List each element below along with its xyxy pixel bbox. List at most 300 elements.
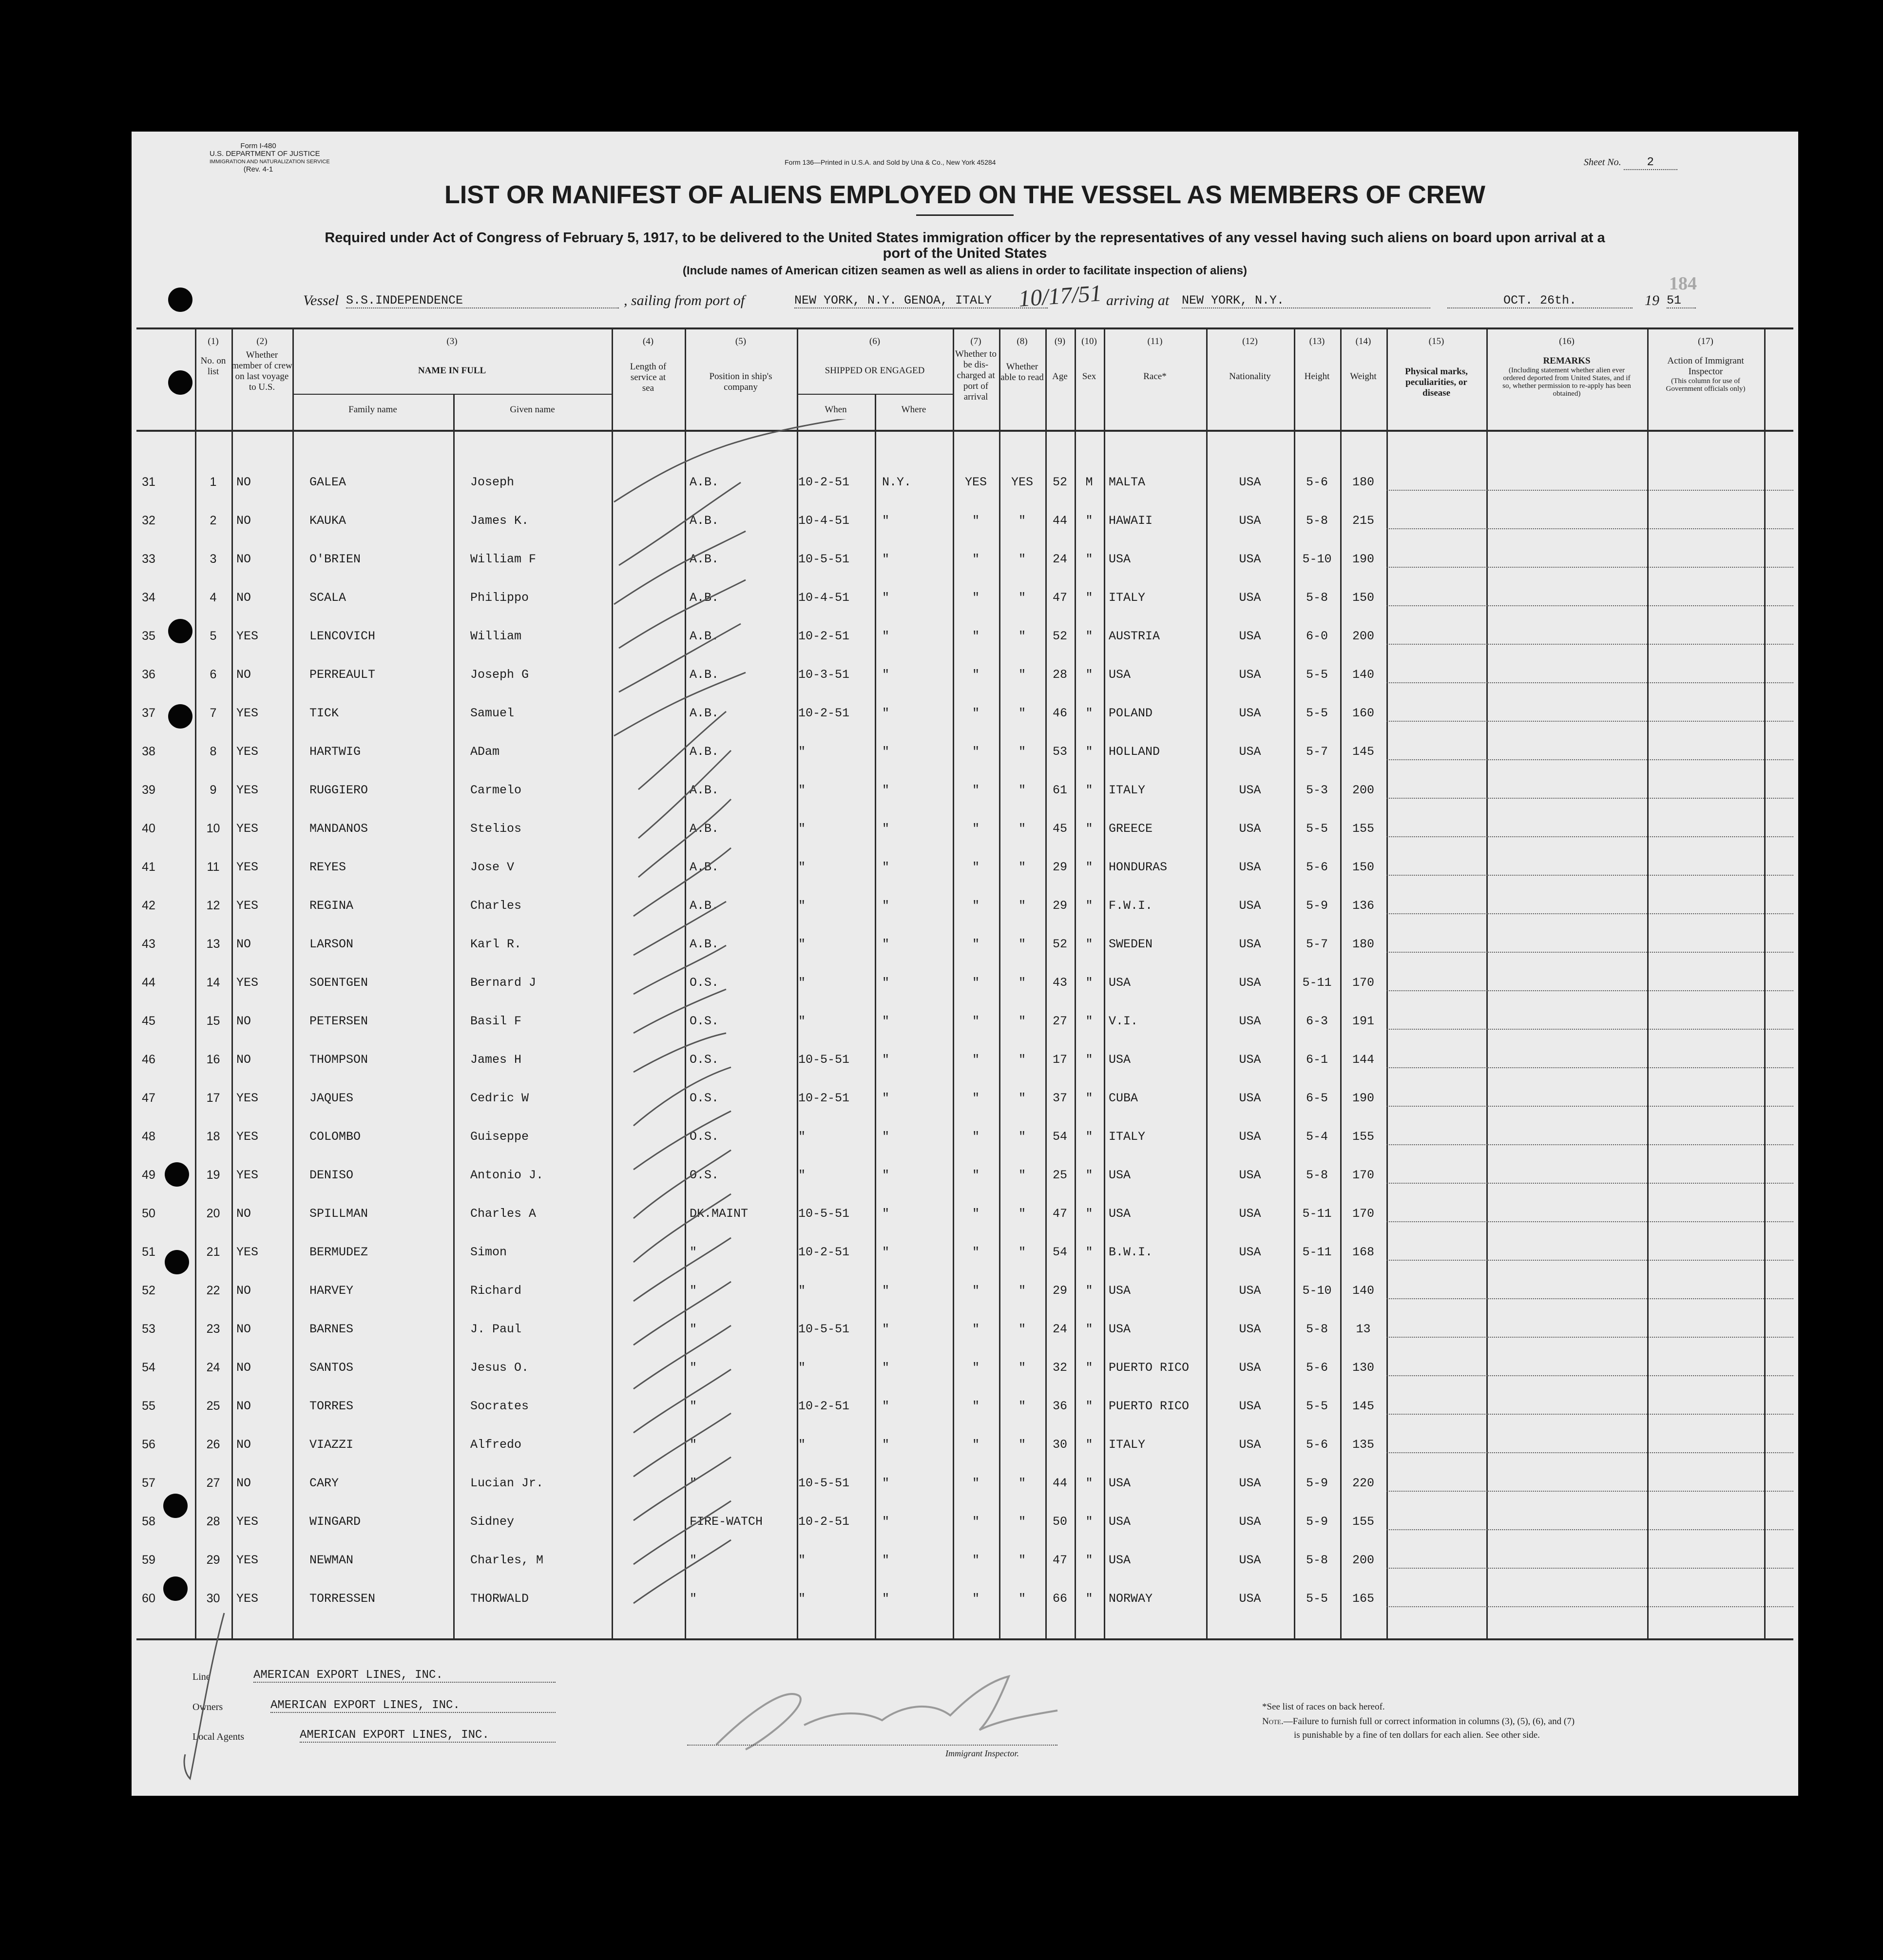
able-to-read-cell: " [1018, 629, 1026, 643]
weight-cell: 155 [1352, 1515, 1374, 1529]
sex-cell: " [1085, 1361, 1093, 1375]
given-name-cell: Cedric W [470, 1091, 529, 1105]
family-name-cell: HARTWIG [309, 745, 361, 759]
col16-header [1486, 336, 1647, 398]
sex-cell: " [1085, 668, 1093, 682]
arrival-date: OCT. 26th. [1447, 293, 1633, 308]
family-name-cell: THOMPSON [309, 1053, 368, 1067]
race-cell: USA [1109, 668, 1131, 682]
sex-cell: " [1085, 514, 1093, 528]
col-number: (14) [1355, 336, 1371, 346]
race-cell: USA [1109, 976, 1131, 990]
col10-header [1075, 336, 1104, 382]
last-voyage-cell: YES [236, 899, 259, 913]
family-name-header: Family name [348, 404, 397, 415]
list-number-cell: 14 [206, 976, 220, 989]
list-number-cell: 13 [206, 937, 220, 951]
shipped-when-cell: " [798, 1284, 806, 1298]
list-number-cell: 20 [206, 1207, 220, 1220]
race-cell: ITALY [1109, 1438, 1146, 1452]
row-dotted-rule [1386, 644, 1793, 645]
col-number: (1) [208, 336, 219, 346]
family-name-cell: BERMUDEZ [309, 1245, 368, 1259]
form-id-line: Form I-480 [240, 142, 276, 150]
shipped-where-cell: " [882, 1053, 890, 1067]
col-label: Length of service at sea [630, 362, 667, 393]
row-dotted-rule [1386, 1529, 1793, 1530]
port-to: NEW YORK, N.Y. [1182, 293, 1430, 308]
height-cell: 5-5 [1306, 1399, 1328, 1413]
pencil-stroke [634, 1150, 731, 1218]
col-label: Weight [1350, 371, 1377, 382]
shipped-where-cell: " [882, 514, 890, 528]
margin-number-cell: 49 [142, 1168, 155, 1182]
position-cell: O.S. [690, 1053, 719, 1067]
age-cell: 52 [1052, 937, 1067, 951]
shipped-where-cell: N.Y. [882, 475, 912, 489]
col-number: (15) [1428, 336, 1444, 346]
height-cell: 5-8 [1306, 1168, 1328, 1182]
race-cell: USA [1109, 1284, 1131, 1298]
punch-hole [168, 619, 192, 643]
family-name-cell: BARNES [309, 1322, 354, 1336]
age-cell: 29 [1052, 1284, 1067, 1298]
able-to-read-cell: " [1018, 1014, 1026, 1028]
col-divider [875, 395, 876, 1640]
inspector-line [687, 1745, 1057, 1746]
last-voyage-cell: NO [236, 1014, 251, 1028]
weight-cell: 150 [1352, 591, 1374, 605]
family-name-cell: SOENTGEN [309, 976, 368, 990]
nationality-cell: USA [1239, 1245, 1261, 1259]
weight-cell: 144 [1352, 1053, 1374, 1067]
height-cell: 6-1 [1306, 1053, 1328, 1067]
height-cell: 5-6 [1306, 475, 1328, 489]
weight-cell: 145 [1352, 1399, 1374, 1413]
race-cell: USA [1109, 1322, 1131, 1336]
height-cell: 5-9 [1306, 899, 1328, 913]
sex-cell: " [1085, 1322, 1093, 1336]
position-cell: " [690, 1438, 697, 1452]
last-voyage-cell: YES [236, 783, 259, 797]
able-to-read-cell: " [1018, 745, 1026, 759]
weight-cell: 140 [1352, 1284, 1374, 1298]
discharged-cell: " [972, 1553, 980, 1567]
shipped-where-cell: " [882, 591, 890, 605]
col-divider [453, 395, 455, 1640]
age-cell: 47 [1052, 1207, 1067, 1221]
col-label: Whether to be dis- charged at port of arrival [955, 349, 997, 402]
position-cell: " [690, 1476, 697, 1490]
shipped-where-cell: " [882, 1361, 890, 1375]
sex-cell: " [1085, 1553, 1093, 1567]
position-cell: FIRE-WATCH [690, 1515, 763, 1529]
shipped-when-cell: " [798, 1168, 806, 1182]
weight-cell: 200 [1352, 1553, 1374, 1567]
col-number: (7) [970, 336, 981, 346]
height-cell: 5-11 [1302, 976, 1332, 990]
punch-hole [168, 370, 192, 395]
row-dotted-rule [1386, 875, 1793, 876]
nationality-cell: USA [1239, 552, 1261, 566]
col-label: Position in ship's company [709, 371, 772, 392]
weight-cell: 200 [1352, 629, 1374, 643]
pencil-stroke [634, 1067, 731, 1126]
col14-header [1340, 336, 1386, 382]
last-voyage-cell: NO [236, 1399, 251, 1413]
position-cell: O.S. [690, 1091, 719, 1105]
last-voyage-cell: YES [236, 1091, 259, 1105]
height-cell: 5-5 [1306, 1592, 1328, 1606]
list-number-cell: 29 [206, 1553, 220, 1567]
margin-number-cell: 44 [142, 976, 155, 989]
shipped-where-cell: " [882, 1515, 890, 1529]
row-dotted-rule [1386, 1491, 1793, 1492]
race-cell: USA [1109, 1553, 1131, 1567]
able-to-read-cell: " [1018, 937, 1026, 951]
sex-cell: " [1085, 629, 1093, 643]
age-cell: 61 [1052, 783, 1067, 797]
margin-number-cell: 41 [142, 860, 155, 874]
col11-header [1104, 336, 1206, 382]
height-cell: 5-9 [1306, 1515, 1328, 1529]
list-number-cell: 27 [206, 1476, 220, 1490]
subtitle-1: Required under Act of Congress of February 5, 1917, to be delivered to the United States immigration officer by the representatives of any vessel having such aliens on board upon arrival at a [325, 230, 1605, 246]
col-number: (12) [1242, 336, 1258, 346]
last-voyage-cell: NO [236, 1284, 251, 1298]
able-to-read-cell: " [1018, 822, 1026, 836]
row-dotted-rule [1386, 990, 1793, 991]
given-name-cell: Stelios [470, 822, 522, 836]
row-dotted-rule [1386, 759, 1793, 760]
margin-number-cell: 35 [142, 629, 155, 643]
family-name-cell: WINGARD [309, 1515, 361, 1529]
given-name-cell: William F [470, 552, 537, 566]
row-dotted-rule [1386, 1106, 1793, 1107]
list-number-cell: 18 [206, 1130, 220, 1143]
sex-cell: " [1085, 1592, 1093, 1606]
col-number: (16) [1559, 336, 1575, 346]
able-to-read-cell: " [1018, 976, 1026, 990]
discharged-cell: " [972, 1130, 980, 1144]
weight-cell: 13 [1356, 1322, 1371, 1336]
last-voyage-cell: YES [236, 745, 259, 759]
shipped-when-cell: " [798, 822, 806, 836]
sex-cell: " [1085, 1515, 1093, 1529]
margin-number-cell: 50 [142, 1207, 155, 1220]
weight-cell: 190 [1352, 552, 1374, 566]
discharged-cell: " [972, 706, 980, 720]
shipped-where-cell: " [882, 1322, 890, 1336]
weight-cell: 165 [1352, 1592, 1374, 1606]
note-text: —Failure to furnish full or correct information in columns (3), (5), (6), and (7) [1283, 1716, 1575, 1727]
family-name-cell: KAUKA [309, 514, 346, 528]
able-to-read-cell: " [1018, 1091, 1026, 1105]
able-to-read-cell: " [1018, 1553, 1026, 1567]
pencil-stroke [634, 1194, 731, 1262]
able-to-read-cell: " [1018, 1361, 1026, 1375]
family-name-cell: TORRESSEN [309, 1592, 376, 1606]
discharged-cell: " [972, 1361, 980, 1375]
last-voyage-cell: NO [236, 1476, 251, 1490]
age-cell: 45 [1052, 822, 1067, 836]
last-voyage-cell: NO [236, 475, 251, 489]
nationality-cell: USA [1239, 1361, 1261, 1375]
nationality-cell: USA [1239, 1168, 1261, 1182]
sex-cell: " [1085, 976, 1093, 990]
shipped-where-cell: " [882, 822, 890, 836]
shipped-where-cell: " [882, 976, 890, 990]
weight-cell: 180 [1352, 937, 1374, 951]
col7-header [953, 336, 999, 403]
position-cell: A.B. [690, 783, 719, 797]
vessel-label: Vessel [303, 292, 339, 308]
margin-number-cell: 38 [142, 745, 155, 758]
height-cell: 5-3 [1306, 783, 1328, 797]
last-voyage-cell: NO [236, 1361, 251, 1375]
position-cell: " [690, 1245, 697, 1259]
family-name-cell: O'BRIEN [309, 552, 361, 566]
margin-number-cell: 53 [142, 1322, 155, 1336]
row-dotted-rule [1386, 682, 1793, 683]
shipped-where-cell: " [882, 1438, 890, 1452]
col4-header [612, 336, 685, 394]
nationality-cell: USA [1239, 1515, 1261, 1529]
sex-cell: " [1085, 860, 1093, 874]
height-cell: 5-8 [1306, 1322, 1328, 1336]
shipped-when-cell: " [798, 1592, 806, 1606]
subtitle-2: port of the United States [883, 246, 1047, 261]
shipped-when-cell: " [798, 745, 806, 759]
family-name-cell: GALEA [309, 475, 346, 489]
margin-number-cell: 55 [142, 1399, 155, 1413]
where-header: Where [901, 404, 926, 415]
shipped-where-cell: " [882, 552, 890, 566]
race-cell: SWEDEN [1109, 937, 1153, 951]
list-number-cell: 3 [210, 552, 217, 566]
position-cell: A.B. [690, 591, 719, 605]
given-name-cell: Socrates [470, 1399, 529, 1413]
able-to-read-cell: " [1018, 1130, 1026, 1144]
shipped-when-cell: 10-5-51 [798, 552, 850, 566]
sex-cell: " [1085, 1053, 1093, 1067]
discharged-cell: " [972, 745, 980, 759]
height-cell: 5-8 [1306, 591, 1328, 605]
pencil-stroke [634, 902, 726, 955]
shipped-where-cell: " [882, 745, 890, 759]
age-cell: 44 [1052, 514, 1067, 528]
col5-header [685, 336, 797, 393]
last-voyage-cell: YES [236, 976, 259, 990]
family-name-cell: SPILLMAN [309, 1207, 368, 1221]
weight-cell: 180 [1352, 475, 1374, 489]
col15-header [1386, 336, 1486, 399]
shipped-where-cell: " [882, 783, 890, 797]
family-name-cell: MANDANOS [309, 822, 368, 836]
able-to-read-cell: " [1018, 668, 1026, 682]
able-to-read-cell: " [1018, 860, 1026, 874]
family-name-cell: LENCOVICH [309, 629, 376, 643]
position-cell: " [690, 1361, 697, 1375]
discharged-cell: " [972, 514, 980, 528]
family-name-cell: DENISO [309, 1168, 354, 1182]
pencil-stroke [638, 750, 731, 838]
shipped-where-cell: " [882, 1130, 890, 1144]
pencil-stroke [614, 531, 746, 604]
discharged-cell: " [972, 1091, 980, 1105]
shipped-where-cell: " [882, 1284, 890, 1298]
col-number: (10) [1081, 336, 1097, 346]
last-voyage-cell: YES [236, 706, 259, 720]
given-name-header: Given name [510, 404, 555, 415]
age-cell: 54 [1052, 1130, 1067, 1144]
height-cell: 6-0 [1306, 629, 1328, 643]
punch-hole [163, 1576, 188, 1601]
position-cell: A.B. [690, 514, 719, 528]
able-to-read-cell: " [1018, 1438, 1026, 1452]
able-to-read-cell: " [1018, 1207, 1026, 1221]
height-cell: 5-5 [1306, 668, 1328, 682]
given-name-cell: Charles, M [470, 1553, 544, 1567]
discharged-cell: " [972, 860, 980, 874]
list-number-cell: 26 [206, 1438, 220, 1451]
last-voyage-cell: YES [236, 1130, 259, 1144]
race-cell: CUBA [1109, 1091, 1138, 1105]
family-name-cell: SANTOS [309, 1361, 354, 1375]
race-cell: USA [1109, 1053, 1131, 1067]
age-cell: 47 [1052, 1553, 1067, 1567]
weight-cell: 130 [1352, 1361, 1374, 1375]
age-cell: 52 [1052, 475, 1067, 489]
shipped-when-cell: 10-2-51 [798, 1091, 850, 1105]
given-name-cell: J. Paul [470, 1322, 522, 1336]
given-name-cell: William [470, 629, 522, 643]
col-divider [1486, 329, 1488, 1640]
row-dotted-rule [1386, 1414, 1793, 1415]
race-cell: USA [1109, 552, 1131, 566]
shipped-when-cell: 10-4-51 [798, 591, 850, 605]
discharged-cell: YES [964, 475, 987, 489]
margin-number-cell: 42 [142, 899, 155, 912]
printer-line: Form 136—Printed in U.S.A. and Sold by Una & Co., New York 45284 [785, 158, 996, 166]
shipped-when-cell: " [798, 1553, 806, 1567]
race-cell: HONDURAS [1109, 860, 1168, 874]
margin-number-cell: 43 [142, 937, 155, 951]
row-dotted-rule [1386, 1606, 1793, 1607]
row-dotted-rule [1386, 798, 1793, 799]
given-name-cell: Sidney [470, 1515, 515, 1529]
nationality-cell: USA [1239, 1476, 1261, 1490]
shipped-when-cell: " [798, 783, 806, 797]
col-label: REMARKS [1543, 356, 1591, 366]
discharged-cell: " [972, 1438, 980, 1452]
sex-cell: " [1085, 899, 1093, 913]
height-cell: 6-5 [1306, 1091, 1328, 1105]
list-number-cell: 5 [210, 629, 217, 643]
list-number-cell: 28 [206, 1515, 220, 1528]
nationality-cell: USA [1239, 860, 1261, 874]
given-name-cell: Lucian Jr. [470, 1476, 544, 1490]
position-cell: O.S. [690, 1168, 719, 1182]
position-cell: DK.MAINT [690, 1207, 749, 1221]
nationality-cell: USA [1239, 514, 1261, 528]
row-dotted-rule [1386, 1337, 1793, 1338]
margin-number-cell: 36 [142, 668, 155, 681]
nationality-cell: USA [1239, 706, 1261, 720]
margin-number-cell: 33 [142, 552, 155, 566]
col-number: (2) [256, 336, 268, 346]
last-voyage-cell: NO [236, 514, 251, 528]
margin-number-cell: 46 [142, 1053, 155, 1066]
sex-cell: " [1085, 822, 1093, 836]
family-name-cell: JAQUES [309, 1091, 354, 1105]
handwritten-date: 10/17/51 [1018, 280, 1103, 312]
discharged-cell: " [972, 1014, 980, 1028]
shipped-where-cell: " [882, 1476, 890, 1490]
col12-header [1206, 336, 1294, 382]
nationality-cell: USA [1239, 1014, 1261, 1028]
pencil-stroke [619, 482, 741, 565]
discharged-cell: " [972, 899, 980, 913]
given-name-cell: Joseph [470, 475, 515, 489]
last-voyage-cell: NO [236, 1207, 251, 1221]
shipped-where-cell: " [882, 1245, 890, 1259]
height-cell: 5-6 [1306, 1361, 1328, 1375]
age-cell: 30 [1052, 1438, 1067, 1452]
form-id-block [210, 142, 330, 173]
age-cell: 28 [1052, 668, 1067, 682]
family-name-cell: HARVEY [309, 1284, 354, 1298]
age-cell: 50 [1052, 1515, 1067, 1529]
col13-header [1294, 336, 1340, 382]
discharged-cell: " [972, 1476, 980, 1490]
row-dotted-rule [1386, 1183, 1793, 1184]
race-cell: HAWAII [1109, 514, 1153, 528]
race-cell: PUERTO RICO [1109, 1399, 1190, 1413]
col-divider [1104, 329, 1105, 1640]
col-number: (5) [735, 336, 747, 346]
shipped-when-cell: " [798, 976, 806, 990]
shipped-subheader-rule [797, 394, 953, 395]
weight-cell: 200 [1352, 783, 1374, 797]
nationality-cell: USA [1239, 1399, 1261, 1413]
height-cell: 5-8 [1306, 1553, 1328, 1567]
shipped-when-cell: 10-4-51 [798, 514, 850, 528]
list-number-cell: 17 [206, 1091, 220, 1105]
list-number-cell: 12 [206, 899, 220, 912]
nationality-cell: USA [1239, 591, 1261, 605]
weight-cell: 150 [1352, 860, 1374, 874]
vessel-name: S.S.INDEPENDENCE [346, 293, 619, 308]
family-name-cell: NEWMAN [309, 1553, 354, 1567]
position-cell: O.S. [690, 1130, 719, 1144]
sex-cell: " [1085, 1091, 1093, 1105]
subtitle-3: (Include names of American citizen seamen as well as aliens in order to facilitate inspection of aliens) [682, 264, 1248, 277]
form-id-line: IMMIGRATION AND NATURALIZATION SERVICE [210, 159, 330, 165]
margin-number-cell: 39 [142, 783, 155, 797]
able-to-read-cell: " [1018, 1245, 1026, 1259]
family-name-cell: PERREAULT [309, 668, 376, 682]
sex-cell: " [1085, 1130, 1093, 1144]
given-name-cell: Bernard J [470, 976, 537, 990]
able-to-read-cell: " [1018, 1322, 1026, 1336]
nationality-cell: USA [1239, 937, 1261, 951]
note-label: Note. [1262, 1716, 1284, 1727]
last-voyage-cell: NO [236, 937, 251, 951]
margin-number-cell: 59 [142, 1553, 155, 1567]
shipped-where-cell: " [882, 1014, 890, 1028]
shipped-when-cell: " [798, 1014, 806, 1028]
